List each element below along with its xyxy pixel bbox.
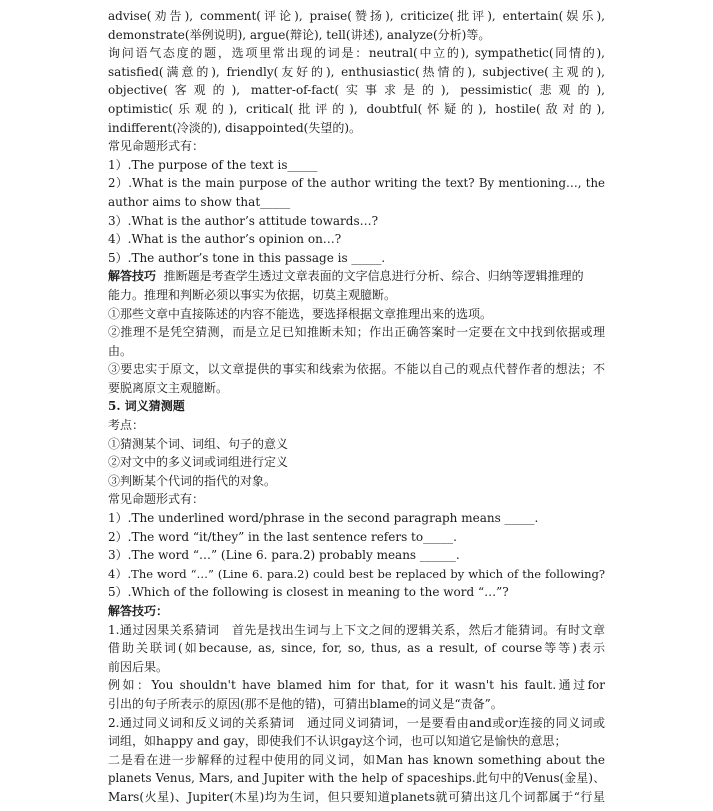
tips-heading: 解答技巧： xyxy=(108,604,169,618)
tips-text: 推断题是考查学生透过文章表面的文字信息进行分析、综合、归纳等逻辑推理的 xyxy=(163,269,584,284)
section-heading: 5. 词义猜测题 xyxy=(108,399,185,414)
text-line: planets Venus, Mars, and Jupiter with the help of spaceships.此句中的Venus(金星)、 xyxy=(108,771,605,786)
text-line: 能力。推理和判断必须以事实为依据，切莫主观臆断。 xyxy=(108,287,397,302)
text-line: 1.通过因果关系猜词 首先是找出生词与上下文之间的逻辑关系，然后才能猜词。有时文章 xyxy=(108,622,605,637)
text-line: 要脱离原文主观臆断。 xyxy=(108,380,229,395)
text-line: 二是看在进一步解释的过程中使用的同义词，如Man has known something about the xyxy=(108,752,605,767)
text-line: ①那些文章中直接陈述的内容不能选，要选择根据文章推理出来的选项。 xyxy=(108,306,493,321)
question-form: 3）.What is the author’s attitude towards…? xyxy=(108,213,379,228)
text-line: optimistic(乐观的), critical(批评的), doubtful(怀疑的), hostile(敌对的), xyxy=(108,101,605,116)
question-form: 2）.What is the main purpose of the author writing the text? By mentioning…, the xyxy=(108,176,605,191)
text-line: 例如：You shouldn't have blamed him for that, for it wasn't his fault.通过for xyxy=(108,678,605,693)
text-line: 由。 xyxy=(108,343,133,358)
question-form: 1）.The purpose of the text is_____ xyxy=(108,157,318,172)
tips-heading: 解答技巧 xyxy=(108,269,157,284)
text-line: 常见命题形式有： xyxy=(108,492,205,507)
text-line: 词组，如happy and gay，即使我们不认识gay这个词，也可以知道它是愉快的意思； xyxy=(108,734,567,749)
question-form: 4）.The word “…” (Line 6. para.2) could best be replaced by which of the following? xyxy=(108,566,605,581)
text-line: Mars(火星)、Jupiter(木星)均为生词，但只要知道planets就可猜出这几个词都属于“行星 xyxy=(108,789,605,804)
text-line: demonstrate(举例说明), argue(辩论), tell(讲述), analyze(分析)等。 xyxy=(108,27,491,42)
text-line: 前因后果。 xyxy=(108,659,169,674)
question-form: 1）.The underlined word/phrase in the second paragraph means _____. xyxy=(108,511,539,526)
question-form: 4）.What is the author’s opinion on…? xyxy=(108,232,342,247)
question-form: 2）.The word “it/they” in the last sentence refers to_____. xyxy=(108,529,457,544)
text-line: indifferent(冷淡的), disappointed(失望的)。 xyxy=(108,120,362,135)
text-line: 考点： xyxy=(108,418,145,433)
text-line: satisfied(满意的), friendly(友好的), enthusiastic(热情的), subjective(主观的), xyxy=(108,64,605,79)
question-form: 5）.The author’s tone in this passage is _____. xyxy=(108,250,386,265)
list-item: ①猜测某个词、词组、句子的意义 xyxy=(108,436,289,451)
text-line: objective(客观的), matter-of-fact(实事求是的), pessimistic(悲观的), xyxy=(108,83,605,98)
text-line: advise(劝告), comment(评论), praise(赞扬), criticize(批评), entertain(娱乐), xyxy=(108,9,605,23)
question-form: 5）.Which of the following is closest in meaning to the word “…”? xyxy=(108,585,509,600)
text-line: ③要忠实于原文，以文章提供的事实和线索为依据。不能以自己的观点代替作者的想法；不 xyxy=(108,362,605,377)
text-line: 询问语气态度的题，选项里常出现的词是：neutral(中立的), sympathetic(同情的), xyxy=(108,46,605,61)
text-line: ②推理不是凭空猜测，而是立足已知推断未知；作出正确答案时一定要在文中找到依据或理 xyxy=(108,325,605,340)
text-line: author aims to show that_____ xyxy=(108,194,291,209)
question-form: 3）.The word “…” (Line 6. para.2) probably means ______. xyxy=(108,548,460,563)
text-line: 2.通过同义词和反义词的关系猜词 通过同义词猜词，一是要看由and或or连接的同义词或 xyxy=(108,715,605,730)
text-line: 常见命题形式有： xyxy=(108,139,205,154)
list-item: ②对文中的多义词或词组进行定义 xyxy=(108,455,289,470)
tips-paragraph xyxy=(108,267,605,286)
list-item: ③判断某个代词的指代的对象。 xyxy=(108,473,277,488)
text-line: 引出的句子所表示的原因(那不是他的错)，可猜出blame的词义是“责备”。 xyxy=(108,696,503,711)
text-line: 借助关联词(如because, as, since, for, so, thus, as a result, of course等等)表示 xyxy=(108,641,605,656)
